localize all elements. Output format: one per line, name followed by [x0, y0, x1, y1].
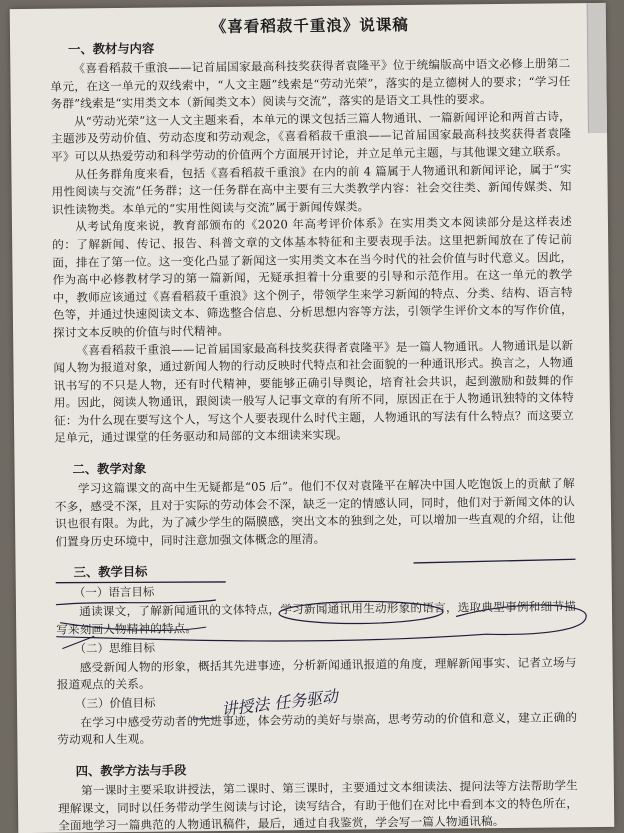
background-object: [587, 3, 607, 133]
paragraph: 从“劳动光荣”这一人文主题来看，本单元的课文包括三篇人物通讯、一篇新闻评论和两首古诗，主题涉及劳动价值、劳动态度和劳动观念，《喜看稻菽千重浪——记首届国家最高科技奖获得者袁隆平》可以从热爱劳动和科学劳动的价值两个方面展开讨论，并立足单元主题，与其他课文建立联系。: [50, 109, 572, 164]
paragraph: 从考试角度来说，教育部颁布的《2020 年高考评价体系》在实用类文本阅读部分是这样表述的：了解新闻、传记、报告、科普文章的文体基本特征和主要表现手法。这里把新闻放在了传记前面，排在了第一位。这一变化凸显了新闻这一实用类文本在当今时代的社会价值与时代意义。因此，作为高中必修教材学习的第一篇新闻，无疑承担着十分重要的引导和示范作用。在这一单元的教学中，教师应该通过《喜看稻菽千重浪》这个例子，带领学生来学习新闻的特点、分类、结构、语言特色等，并通过快速阅读文本、筛选整合信息、分析思想内容等方法，引领学生评价文本的写作价值，探讨文本反映的价值与时代精神。: [52, 214, 573, 340]
section-heading-4: 四、教学方法与手段: [75, 763, 187, 779]
document-page: [10, 3, 615, 833]
document-title: 《喜看稻菽千重浪》说课稿: [210, 14, 409, 37]
paragraph: 从任务群角度来看，包括《喜看稻菽千重浪》在内的前 4 篇属于人物通讯和新闻评论，属于“实用性阅读与交流”任务群；这一任务群在高中主要有三大类教学内容：社会交往类、新闻传媒类、知识性读物类。本单元的“实用性阅读与交流”属于新闻传媒类。: [51, 161, 572, 217]
section-heading-2: 二、教学对象: [72, 461, 147, 477]
subsection-heading: （二）思维目标: [74, 640, 155, 656]
paragraph: 《喜看稻菽千重浪——记首届国家最高科技奖获得者袁隆平》位于统编版高中语文必修上册第二单元，在这一单元的双线索中，“人文主题”线索是“劳动光荣”，落实的是立德树人的要求；“学习任务群”线索是“实用类文本（新闻类文本）阅读与交流”，落实的是语文工具性的要求。: [50, 56, 571, 111]
paragraph: 《喜看稻菽千重浪——记首届国家最高科技奖获得者袁隆平》是一篇人物通讯。人物通讯是以新闻人物为报道对象，通过新闻人物的行动反映时代特点和社会面貌的一种通讯形式。换言之，人物通讯书写的不只是人物，还有时代精神，要能够正确引导舆论，培育社会共识，起到激励和鼓舞的作用。因此，阅读人物通讯，跟阅读一般写人记事文章的有所不同，原因正在于人物通讯独特的文体特征：为什么现在要写这个人，写这个人要表现什么时代主题，人物通讯的写法有什么特点？而这要立足单元，通过课堂的任务驱动和局部的文本细读来实现。: [53, 337, 575, 446]
section-heading-3: 三、教学目标: [73, 565, 148, 580]
paragraph: 第一课时主要采取讲授法，第二课时、第三课时，主要通过文本细读法、提问法等方法帮助学生理解课文，同时以任务带动学生阅读与讨论，读写结合，有助于他们在对比中看到本文的特色所在，全面地学习一篇典范的人物通讯稿件，最后，通过自我鉴赏，学会写一篇人物通讯稿。: [57, 778, 579, 833]
document-body: [50, 11, 579, 833]
paragraph: 学习这篇课文的高中生无疑都是“05 后”。他们不仅对袁隆平在解决中国人吃饱饭上的贡献了解不多，感受不深，且对于实际的劳动体会不深，缺乏一定的情感认同，同时，他们对于新闻文体的认识也很有限。为此，为了减少学生的隔膜感，突出文本的独到之处，可以增加一些直观的介绍，让他们置身历史环境中，同时注意加强文体概念的厘清。: [54, 476, 576, 549]
paragraph: 感受新闻人物的形象，概括其先进事迹，分析新闻通讯报道的角度，理解新闻事实、记者立场与报道观点的关系。: [56, 654, 577, 692]
subsection-heading: （一）语言目标: [73, 585, 155, 600]
paragraph: 通读课文，了解新闻通讯的文体特点，学习新闻通讯用生动形象的语言，选取典型事例和细节描写来刻画人物精神的特点。: [56, 599, 577, 637]
section-heading-1: 一、教材与内容: [68, 41, 155, 57]
paragraph: 在学习中感受劳动者的先进事迹，体会劳动的美好与崇高，思考劳动的价值和意义，建立正确的劳动观和人生观。: [57, 710, 578, 748]
subsection-heading: （三）价值目标: [74, 695, 156, 711]
handwritten-note: 讲授法 任务驱动: [220, 686, 339, 720]
